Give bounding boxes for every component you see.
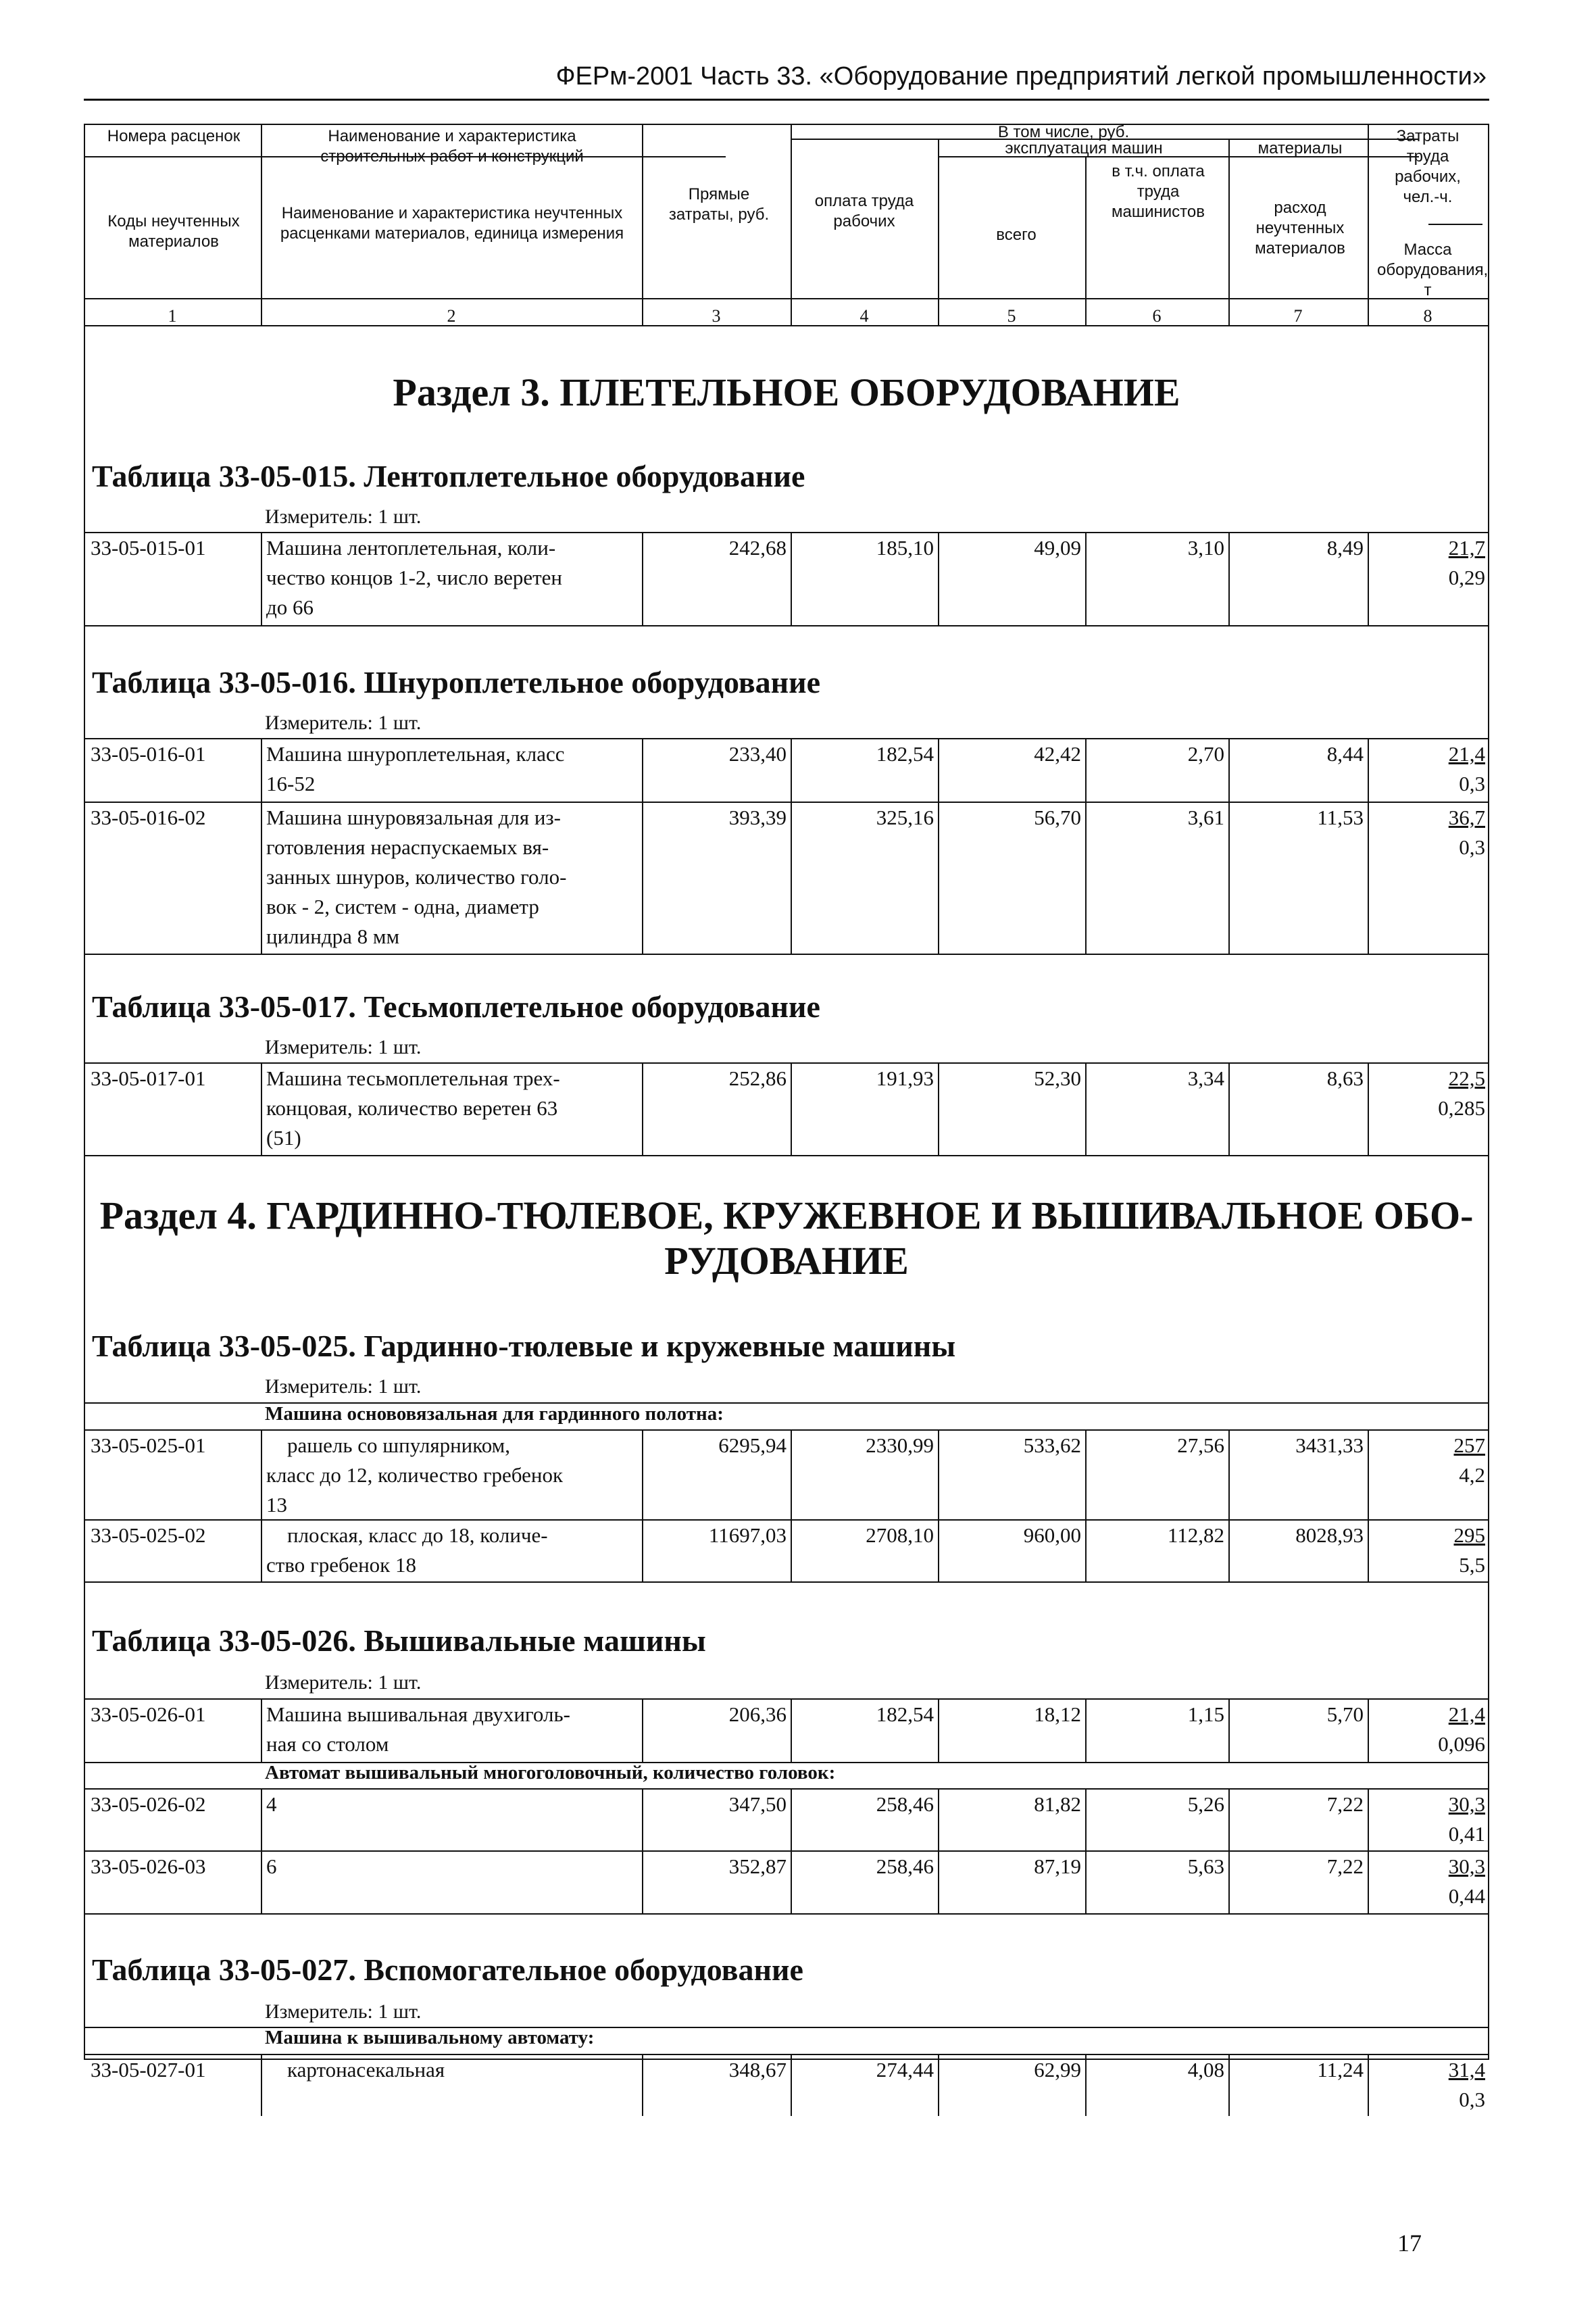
materials-value: 8028,93 <box>1295 1523 1364 1547</box>
item-name-line: занных шнуров, количество голо- <box>266 865 567 889</box>
cell-name <box>261 1788 643 1850</box>
rate-code: 33-05-016-02 <box>91 806 206 829</box>
machine-operation-value: 52,30 <box>1034 1066 1081 1090</box>
item-name-line: Машина шнуровязальная для из- <box>266 806 561 829</box>
cell-direct <box>642 2054 792 2116</box>
direct-costs-value: 233,40 <box>728 742 787 766</box>
wages-value: 258,46 <box>876 1854 934 1878</box>
item-name-line: концовая, количество веретен 63 <box>266 1096 558 1120</box>
column-number: 8 <box>1423 306 1432 326</box>
materials-value: 11,53 <box>1317 806 1364 829</box>
item-name-line: чество концов 1-2, число веретен <box>266 566 563 589</box>
equipment-mass-value: 5,5 <box>1459 1553 1485 1577</box>
machine-operation-value: 87,19 <box>1034 1854 1081 1878</box>
header-labor-costs: Затраты труда рабочих, чел.-ч. <box>1395 127 1461 206</box>
cell-direct <box>642 738 792 802</box>
cell-code <box>84 1698 261 1762</box>
header-operator-wages: в т.ч. оплата труда машинистов <box>1112 162 1205 221</box>
header-vline <box>84 124 85 325</box>
item-name-line: цилиндра 8 мм <box>266 925 400 948</box>
rate-code: 33-05-026-02 <box>91 1792 206 1816</box>
header-vline <box>1488 124 1489 325</box>
unit-of-measure: Измеритель: 1 шт. <box>265 712 422 734</box>
cell-labmass <box>1368 1062 1491 1155</box>
header-vline <box>791 124 792 325</box>
column-number: 7 <box>1293 306 1303 326</box>
rate-code: 33-05-025-01 <box>91 1433 206 1457</box>
table-row <box>84 1519 1489 1581</box>
equipment-mass-value: 0,096 <box>1438 1732 1485 1756</box>
machine-operation-value: 49,09 <box>1034 536 1081 560</box>
operator-wages-value: 27,56 <box>1177 1433 1224 1457</box>
wages-value: 191,93 <box>876 1066 934 1090</box>
column-number: 2 <box>447 306 456 326</box>
cell-operators <box>1085 738 1230 802</box>
table-row <box>84 1788 1489 1850</box>
table-row <box>84 1698 1489 1762</box>
table-title: Таблица 33-05-025. Гардинно-тюлевые и кружевные машины <box>92 1329 956 1363</box>
direct-costs-value: 242,68 <box>728 536 787 560</box>
item-name-line: Машина шнуроплетельная, класс <box>266 742 565 766</box>
cell-wages <box>791 1788 939 1850</box>
cell-materials <box>1228 1788 1369 1850</box>
equipment-mass-value: 0,3 <box>1459 772 1485 795</box>
cell-materials <box>1228 1698 1369 1762</box>
cell-code <box>84 802 261 954</box>
materials-value: 11,24 <box>1317 2058 1364 2082</box>
operator-wages-value: 2,70 <box>1187 742 1224 766</box>
header-vline <box>261 124 262 325</box>
rate-code: 33-05-025-02 <box>91 1523 206 1547</box>
item-name-line: Машина вышивальная двухиголь- <box>266 1702 570 1726</box>
cell-operators <box>1085 2054 1230 2116</box>
cell-direct <box>642 1429 792 1519</box>
cell-code <box>84 1429 261 1519</box>
table-title: Таблица 33-05-027. Вспомогательное оборудование <box>92 1952 803 1987</box>
rate-code: 33-05-027-01 <box>91 2058 206 2082</box>
cell-operators <box>1085 532 1230 625</box>
header-rates-no: Номера расценок <box>107 127 241 145</box>
cell-wages <box>791 2054 939 2116</box>
cell-materials <box>1228 1850 1369 1913</box>
cell-materials <box>1228 532 1369 625</box>
wages-value: 274,44 <box>876 2058 934 2082</box>
cell-direct <box>642 1062 792 1155</box>
column-number: 5 <box>1007 306 1016 326</box>
cell-code <box>84 1788 261 1850</box>
header-vline <box>642 124 643 325</box>
cell-wages <box>791 738 939 802</box>
rate-code: 33-05-015-01 <box>91 536 206 560</box>
wages-value: 325,16 <box>876 806 934 829</box>
item-name-line: Машина лентоплетельная, коли- <box>266 536 556 560</box>
header-wages: оплата труда рабочих <box>814 192 914 230</box>
cell-materials <box>1228 2054 1369 2116</box>
table-title: Таблица 33-05-015. Лентоплетельное оборудование <box>92 459 805 493</box>
unit-of-measure: Измеритель: 1 шт. <box>265 1671 422 1694</box>
cell-machines <box>938 532 1087 625</box>
labor-costs-value: 295 <box>1453 1523 1485 1547</box>
item-name-line: вок - 2, систем - одна, диаметр <box>266 895 539 918</box>
page-header-title: ФЕРм-2001 Часть 33. «Оборудование предприятий легкой промышленности» <box>555 62 1487 91</box>
header-equipment-mass: Масса оборудования, т <box>1377 241 1489 299</box>
header-rule <box>84 99 1489 101</box>
cell-labmass <box>1368 1519 1491 1581</box>
table-row <box>84 1062 1489 1155</box>
labor-costs-value: 21,4 <box>1448 742 1485 766</box>
row-separator <box>84 1155 1489 1156</box>
operator-wages-value: 1,15 <box>1187 1702 1224 1726</box>
equipment-mass-value: 0,285 <box>1438 1096 1485 1120</box>
cell-wages <box>791 532 939 625</box>
cell-labmass <box>1368 738 1491 802</box>
cell-operators <box>1085 1850 1230 1913</box>
wages-value: 258,46 <box>876 1792 934 1816</box>
unit-of-measure: Измеритель: 1 шт. <box>265 1036 422 1058</box>
row-separator <box>84 625 1489 626</box>
cell-wages <box>791 1429 939 1519</box>
labor-costs-value: 31,4 <box>1448 2058 1485 2082</box>
group-heading: Машина к вышивальному автомату: <box>265 2027 595 2048</box>
unit-of-measure: Измеритель: 1 шт. <box>265 2000 422 2023</box>
cell-wages <box>791 1850 939 1913</box>
cell-code <box>84 1062 261 1155</box>
direct-costs-value: 347,50 <box>728 1792 787 1816</box>
cell-code <box>84 2054 261 2116</box>
materials-value: 8,44 <box>1326 742 1364 766</box>
page-number: 17 <box>1397 2230 1422 2257</box>
header-direct-costs: Прямые затраты, руб. <box>668 185 770 224</box>
cell-materials <box>1228 1062 1369 1155</box>
cell-code <box>84 532 261 625</box>
cell-machines <box>938 2054 1087 2116</box>
header-unaccounted-materials: расход неучтенных материалов <box>1255 199 1345 257</box>
unit-of-measure: Измеритель: 1 шт. <box>265 506 422 528</box>
column-number: 1 <box>168 306 177 326</box>
cell-operators <box>1085 802 1230 954</box>
labor-costs-value: 257 <box>1453 1433 1485 1457</box>
labor-costs-value: 22,5 <box>1448 1066 1485 1090</box>
cell-machines <box>938 1698 1087 1762</box>
cell-materials <box>1228 1429 1369 1519</box>
cell-direct <box>642 802 792 954</box>
item-name-line: Машина тесьмоплетельная трех- <box>266 1066 560 1090</box>
item-name-line: плоская, класс до 18, количе- <box>266 1523 548 1547</box>
cell-operators <box>1085 1062 1230 1155</box>
cell-materials <box>1228 738 1369 802</box>
direct-costs-value: 252,86 <box>728 1066 787 1090</box>
cell-name <box>261 1062 643 1155</box>
item-name-line: 6 <box>266 1854 277 1878</box>
table-row <box>84 2054 1489 2116</box>
cell-wages <box>791 1698 939 1762</box>
cell-labmass <box>1368 1850 1491 1913</box>
header-materials-name: Наименование и характеристика неучтенных расценками материалов, единица измерения <box>280 204 624 243</box>
operator-wages-value: 3,34 <box>1187 1066 1224 1090</box>
item-name-line: ная со столом <box>266 1732 389 1756</box>
operator-wages-value: 5,26 <box>1187 1792 1224 1816</box>
header-top-border <box>84 124 1489 125</box>
item-name-line: (51) <box>266 1126 301 1150</box>
wages-value: 182,54 <box>876 742 934 766</box>
machine-operation-value: 56,70 <box>1034 806 1081 829</box>
equipment-mass-value: 0,3 <box>1459 835 1485 859</box>
machine-operation-value: 533,62 <box>1023 1433 1081 1457</box>
machine-operation-value: 81,82 <box>1034 1792 1081 1816</box>
materials-value: 7,22 <box>1326 1792 1364 1816</box>
cell-machines <box>938 1062 1087 1155</box>
item-name-line: 16-52 <box>266 772 316 795</box>
labor-costs-value: 21,7 <box>1448 536 1485 560</box>
cell-name <box>261 802 643 954</box>
header-including: В том числе, руб. <box>997 123 1130 141</box>
cell-direct <box>642 1519 792 1581</box>
cell-direct <box>642 1698 792 1762</box>
rate-code: 33-05-026-01 <box>91 1702 206 1726</box>
machine-operation-value: 18,12 <box>1034 1702 1081 1726</box>
cell-machines <box>938 1788 1087 1850</box>
cell-name <box>261 532 643 625</box>
labor-costs-value: 36,7 <box>1448 806 1485 829</box>
column-number: 3 <box>712 306 721 326</box>
cell-machines <box>938 738 1087 802</box>
table-title: Таблица 33-05-017. Тесьмоплетельное оборудование <box>92 989 820 1024</box>
item-name-line: до 66 <box>266 595 314 619</box>
labor-costs-value: 30,3 <box>1448 1792 1485 1816</box>
header-vline <box>1228 139 1230 325</box>
cell-labmass <box>1368 2054 1491 2116</box>
cell-direct <box>642 1788 792 1850</box>
materials-value: 3431,33 <box>1295 1433 1364 1457</box>
wages-value: 182,54 <box>876 1702 934 1726</box>
direct-costs-value: 348,67 <box>728 2058 787 2082</box>
cell-labmass <box>1368 1429 1491 1519</box>
cell-machines <box>938 1429 1087 1519</box>
header-work-name: Наименование и характеристика строительных работ и конструкций <box>320 127 584 166</box>
table-row <box>84 1850 1489 1913</box>
header-divider <box>84 156 261 157</box>
machine-operation-value: 42,42 <box>1034 742 1081 766</box>
equipment-mass-value: 0,29 <box>1448 566 1485 589</box>
rate-code: 33-05-026-03 <box>91 1854 206 1878</box>
cell-code <box>84 1519 261 1581</box>
machine-operation-value: 960,00 <box>1023 1523 1081 1547</box>
cell-machines <box>938 802 1087 954</box>
header-materials: материалы <box>1257 139 1343 157</box>
labor-costs-value: 30,3 <box>1448 1854 1485 1878</box>
cell-labmass <box>1368 1698 1491 1762</box>
cell-wages <box>791 802 939 954</box>
header-codes: Коды неучтенных материалов <box>107 212 240 251</box>
cell-materials <box>1228 1519 1369 1581</box>
rate-code: 33-05-016-01 <box>91 742 206 766</box>
item-name-line: рашель со шпулярником, <box>266 1433 511 1457</box>
cell-machines <box>938 1519 1087 1581</box>
equipment-mass-value: 4,2 <box>1459 1463 1485 1487</box>
row-separator <box>84 1581 1489 1583</box>
equipment-mass-value: 0,3 <box>1459 2088 1485 2111</box>
wages-value: 185,10 <box>876 536 934 560</box>
cell-operators <box>1085 1788 1230 1850</box>
section-4-title-line2: РУДОВАНИЕ <box>664 1239 909 1283</box>
cell-direct <box>642 1850 792 1913</box>
materials-value: 5,70 <box>1326 1702 1364 1726</box>
cell-direct <box>642 532 792 625</box>
operator-wages-value: 5,63 <box>1187 1854 1224 1878</box>
table-row <box>84 802 1489 954</box>
header-bottom-border <box>84 298 1489 299</box>
cell-code <box>84 1850 261 1913</box>
materials-value: 8,49 <box>1326 536 1364 560</box>
item-name-line: ство гребенок 18 <box>266 1553 416 1577</box>
section-3-title: Раздел 3. ПЛЕТЕЛЬНОЕ ОБОРУДОВАНИЕ <box>393 370 1180 414</box>
table-title: Таблица 33-05-026. Вышивальные машины <box>92 1623 706 1658</box>
row-separator <box>84 954 1489 955</box>
wages-value: 2330,99 <box>866 1433 934 1457</box>
table-row <box>84 738 1489 802</box>
cell-name <box>261 2054 643 2116</box>
row-separator <box>84 1913 1489 1915</box>
group-heading: Автомат вышивальный многоголовочный, количество головок: <box>265 1762 836 1783</box>
cell-operators <box>1085 1429 1230 1519</box>
cell-labmass <box>1368 802 1491 954</box>
table-row <box>84 1429 1489 1519</box>
header-machine-operation: эксплуатация машин <box>1005 139 1163 157</box>
cell-code <box>84 738 261 802</box>
materials-value: 8,63 <box>1326 1066 1364 1090</box>
unit-of-measure: Измеритель: 1 шт. <box>265 1375 422 1398</box>
operator-wages-value: 3,10 <box>1187 536 1224 560</box>
cell-operators <box>1085 1519 1230 1581</box>
cell-name <box>261 1519 643 1581</box>
cell-labmass <box>1368 1788 1491 1850</box>
table-body <box>84 326 1489 2111</box>
item-name-line: класс до 12, количество гребенок <box>266 1463 564 1487</box>
table-title: Таблица 33-05-016. Шнуроплетельное оборудование <box>92 665 821 699</box>
direct-costs-value: 206,36 <box>728 1702 787 1726</box>
operator-wages-value: 3,61 <box>1187 806 1224 829</box>
equipment-mass-value: 0,41 <box>1448 1822 1485 1846</box>
item-name-line: картонасекальная <box>266 2058 445 2082</box>
materials-value: 7,22 <box>1326 1854 1364 1878</box>
table-column-header <box>84 124 1489 326</box>
rate-code: 33-05-017-01 <box>91 1066 206 1090</box>
cell-wages <box>791 1519 939 1581</box>
machine-operation-value: 62,99 <box>1034 2058 1081 2082</box>
header-vline <box>938 139 939 325</box>
group-heading: Машина основовязальная для гардинного полотна: <box>265 1403 724 1425</box>
cell-name <box>261 1698 643 1762</box>
cell-materials <box>1228 802 1369 954</box>
cell-operators <box>1085 1698 1230 1762</box>
column-number: 4 <box>859 306 869 326</box>
cell-name <box>261 1429 643 1519</box>
table-row <box>84 532 1489 625</box>
wages-value: 2708,10 <box>866 1523 934 1547</box>
cell-machines <box>938 1850 1087 1913</box>
item-name-line: 13 <box>266 1493 287 1517</box>
item-name-line: 4 <box>266 1792 277 1816</box>
cell-name <box>261 1850 643 1913</box>
header-vline <box>1085 156 1087 325</box>
item-name-line: готовления нераспускаемых вя- <box>266 835 549 859</box>
operator-wages-value: 4,08 <box>1187 2058 1224 2082</box>
cell-wages <box>791 1062 939 1155</box>
direct-costs-value: 352,87 <box>728 1854 787 1878</box>
header-total: всего <box>996 226 1037 244</box>
operator-wages-value: 112,82 <box>1167 1523 1224 1547</box>
header-divider <box>1428 224 1482 225</box>
direct-costs-value: 393,39 <box>728 806 787 829</box>
cell-name <box>261 738 643 802</box>
labor-costs-value: 21,4 <box>1448 1702 1485 1726</box>
cell-labmass <box>1368 532 1491 625</box>
direct-costs-value: 11697,03 <box>708 1523 787 1547</box>
direct-costs-value: 6295,94 <box>718 1433 787 1457</box>
column-number: 6 <box>1152 306 1162 326</box>
section-4-title-line1: Раздел 4. ГАРДИННО-ТЮЛЕВОЕ, КРУЖЕВНОЕ И ВЫШИВАЛЬНОЕ ОБО- <box>99 1193 1474 1237</box>
header-vline <box>1368 124 1369 325</box>
equipment-mass-value: 0,44 <box>1448 1884 1485 1908</box>
